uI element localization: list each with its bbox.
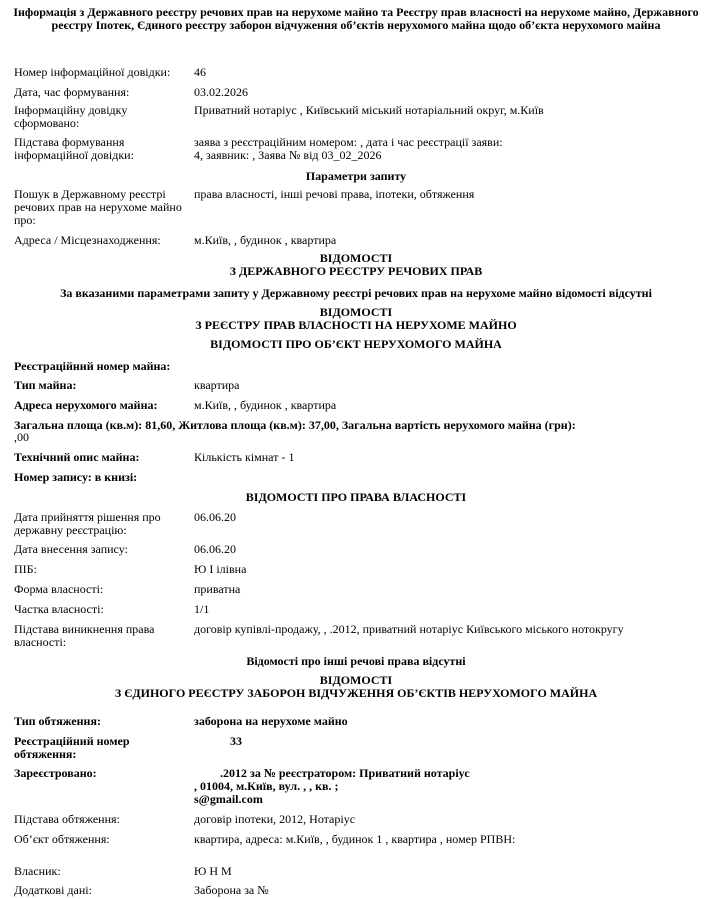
- rights-name-value: Ю І ілівна: [194, 562, 247, 576]
- info-number-value: 46: [194, 65, 206, 79]
- rights-decision-row: [14, 511, 704, 539]
- ban-extra-row: [14, 884, 704, 898]
- query-address-label: Адреса / Місцезнаходження:: [14, 233, 161, 247]
- rights-entry-row: [14, 543, 704, 557]
- ban-registered-row: [14, 767, 704, 809]
- info-formed-value: Приватний нотаріус , Київський міський нотаріальний округ, м.Київ: [194, 103, 544, 117]
- info-date-label: Дата, час формування:: [14, 85, 130, 99]
- rights-form-value: приватна: [194, 582, 241, 596]
- object-area-row: Загальна площа (кв.м): 81,60, Житлова площа (кв.м): 37,00, Загальна вартість нерухомого майна (грн):: [14, 418, 576, 432]
- object-tech-row: [14, 451, 704, 465]
- ban-heading-2: З ЄДИНОГО РЕЄСТРУ ЗАБОРОН ВІДЧУЖЕННЯ ОБ’ЄКТІВ НЕРУХОМОГО МАЙНА: [114, 686, 598, 700]
- rights-basis-label: Підстава виникнення права власності:: [14, 622, 155, 649]
- object-reg-row: [14, 360, 704, 374]
- ban-reg-label: Реєстраційний номер обтяження:: [14, 734, 130, 761]
- ban-reg-value: 33: [230, 734, 242, 748]
- query-address-row: [14, 234, 704, 248]
- ban-type-row: [14, 715, 704, 729]
- ban-owner-value: Ю Н М: [194, 864, 232, 878]
- info-basis-value-1: заява з реєстраційним номером: , дата і час реєстрації заяви:: [194, 135, 503, 149]
- rights-name-label: ПІБ:: [14, 562, 37, 576]
- rights-heading: ВІДОМОСТІ ПРО ПРАВА ВЛАСНОСТІ: [245, 490, 467, 504]
- ban-basis-row: [14, 813, 704, 827]
- rights-form-row: [14, 583, 704, 597]
- info-formed-row: [14, 104, 704, 132]
- ban-extra-value: Заборона за №: [194, 883, 269, 897]
- ban-owner-label: Власник:: [14, 864, 61, 878]
- object-address-row: [14, 399, 704, 413]
- rights-entry-label: Дата внесення запису:: [14, 542, 128, 556]
- document-title: Інформація з Державного реєстру речових прав на нерухоме майно та Реєстру прав власності на нерухоме майно, Державного реєстру Іпотек, Єдиного реєстру заборон відчуження об’єктів нерухомого майна щодо об’єкта нерухомого майна: [13, 5, 699, 32]
- query-search-row: [14, 188, 704, 228]
- object-address-value: м.Київ, , будинок , квартира: [194, 398, 337, 412]
- query-heading: Параметри запиту: [305, 169, 407, 183]
- ban-reg-row: [14, 735, 704, 763]
- ban-object-row: [14, 833, 704, 861]
- rights-entry-value: 06.06.20: [194, 542, 236, 556]
- ban-extra-label: Додаткові дані:: [14, 883, 92, 897]
- info-basis-row: [14, 136, 704, 164]
- object-heading: ВІДОМОСТІ ПРО ОБ’ЄКТ НЕРУХОМОГО МАЙНА: [210, 337, 502, 351]
- object-type-label: Тип майна:: [14, 378, 77, 392]
- info-date-value: 03.02.2026: [194, 85, 248, 99]
- info-basis-label: Підстава формування інформаційної довідки:: [14, 135, 134, 162]
- drrp-absent-note: За вказаними параметрами запиту у Державному реєстрі речових прав на нерухоме майно відомості відсутні: [60, 286, 652, 300]
- ban-registered-value-3: s@gmail.com: [194, 792, 263, 806]
- rights-share-row: [14, 603, 704, 617]
- rights-basis-value: договір купівлі-продажу, , .2012, приватний нотаріус Київського міського нотокругу: [194, 622, 624, 636]
- info-formed-label: Інформаційну довідку сформовано:: [14, 103, 128, 130]
- info-date-row: [14, 86, 704, 100]
- rights-decision-label: Дата прийняття рішення про державну реєстрацію:: [14, 510, 161, 537]
- rights-decision-value: 06.06.20: [194, 510, 236, 524]
- rights-share-value: 1/1: [194, 602, 210, 616]
- object-reg-label: Реєстраційний номер майна:: [14, 359, 171, 373]
- rights-form-label: Форма власності:: [14, 582, 104, 596]
- object-type-value: квартира: [194, 378, 240, 392]
- query-search-value: права власності, інші речові права, іпотеки, обтяження: [194, 187, 475, 201]
- rights-name-row: [14, 563, 704, 577]
- rpv-heading-2: З РЕЄСТРУ ПРАВ ВЛАСНОСТІ НА НЕРУХОМЕ МАЙНО: [195, 318, 517, 332]
- info-basis-value-2: 4, заявник: , Заява № від 03_02_2026: [194, 148, 382, 162]
- rights-share-label: Частка власності:: [14, 602, 104, 616]
- ban-registered-label: Зареєстровано:: [14, 766, 97, 780]
- query-search-label: Пошук в Державному реєстрі речових прав на нерухоме майно про:: [14, 187, 182, 227]
- info-number-label: Номер інформаційної довідки:: [14, 65, 171, 79]
- rpv-heading-1: ВІДОМОСТІ: [319, 305, 393, 319]
- object-value-row: ,00: [14, 430, 29, 444]
- ban-type-label: Тип обтяження:: [14, 714, 101, 728]
- object-record-row: Номер запису: в книзі:: [14, 470, 138, 484]
- other-rights-note: Відомості про інші речові права відсутні: [246, 654, 466, 668]
- ban-type-value: заборона на нерухоме майно: [194, 714, 348, 728]
- ban-registered-value-2: , 01004, м.Київ, вул. , , кв. ;: [194, 779, 339, 793]
- ban-object-value: квартира, адреса: м.Київ, , будинок 1 , квартира , номер РПВН:: [194, 832, 516, 846]
- ban-owner-row: [14, 865, 704, 879]
- query-address-value: м.Київ, , будинок , квартира: [194, 233, 337, 247]
- object-type-row: [14, 379, 704, 393]
- rights-basis-row: [14, 623, 704, 651]
- ban-basis-value: договір іпотеки, 2012, Нотаріус: [194, 812, 356, 826]
- ban-object-label: Об’єкт обтяження:: [14, 832, 110, 846]
- object-tech-label: Технічний опис майна:: [14, 450, 140, 464]
- object-address-label: Адреса нерухомого майна:: [14, 398, 158, 412]
- object-tech-value: Кількість кімнат - 1: [194, 450, 295, 464]
- drrp-heading-2: З ДЕРЖАВНОГО РЕЄСТРУ РЕЧОВИХ ПРАВ: [229, 264, 483, 278]
- ban-heading-1: ВІДОМОСТІ: [319, 673, 393, 687]
- info-number-row: [14, 66, 704, 80]
- ban-registered-value-1: .2012 за № реєстратором: Приватний нотаріус: [220, 766, 470, 780]
- ban-basis-label: Підстава обтяження:: [14, 812, 120, 826]
- drrp-heading-1: ВІДОМОСТІ: [319, 251, 393, 265]
